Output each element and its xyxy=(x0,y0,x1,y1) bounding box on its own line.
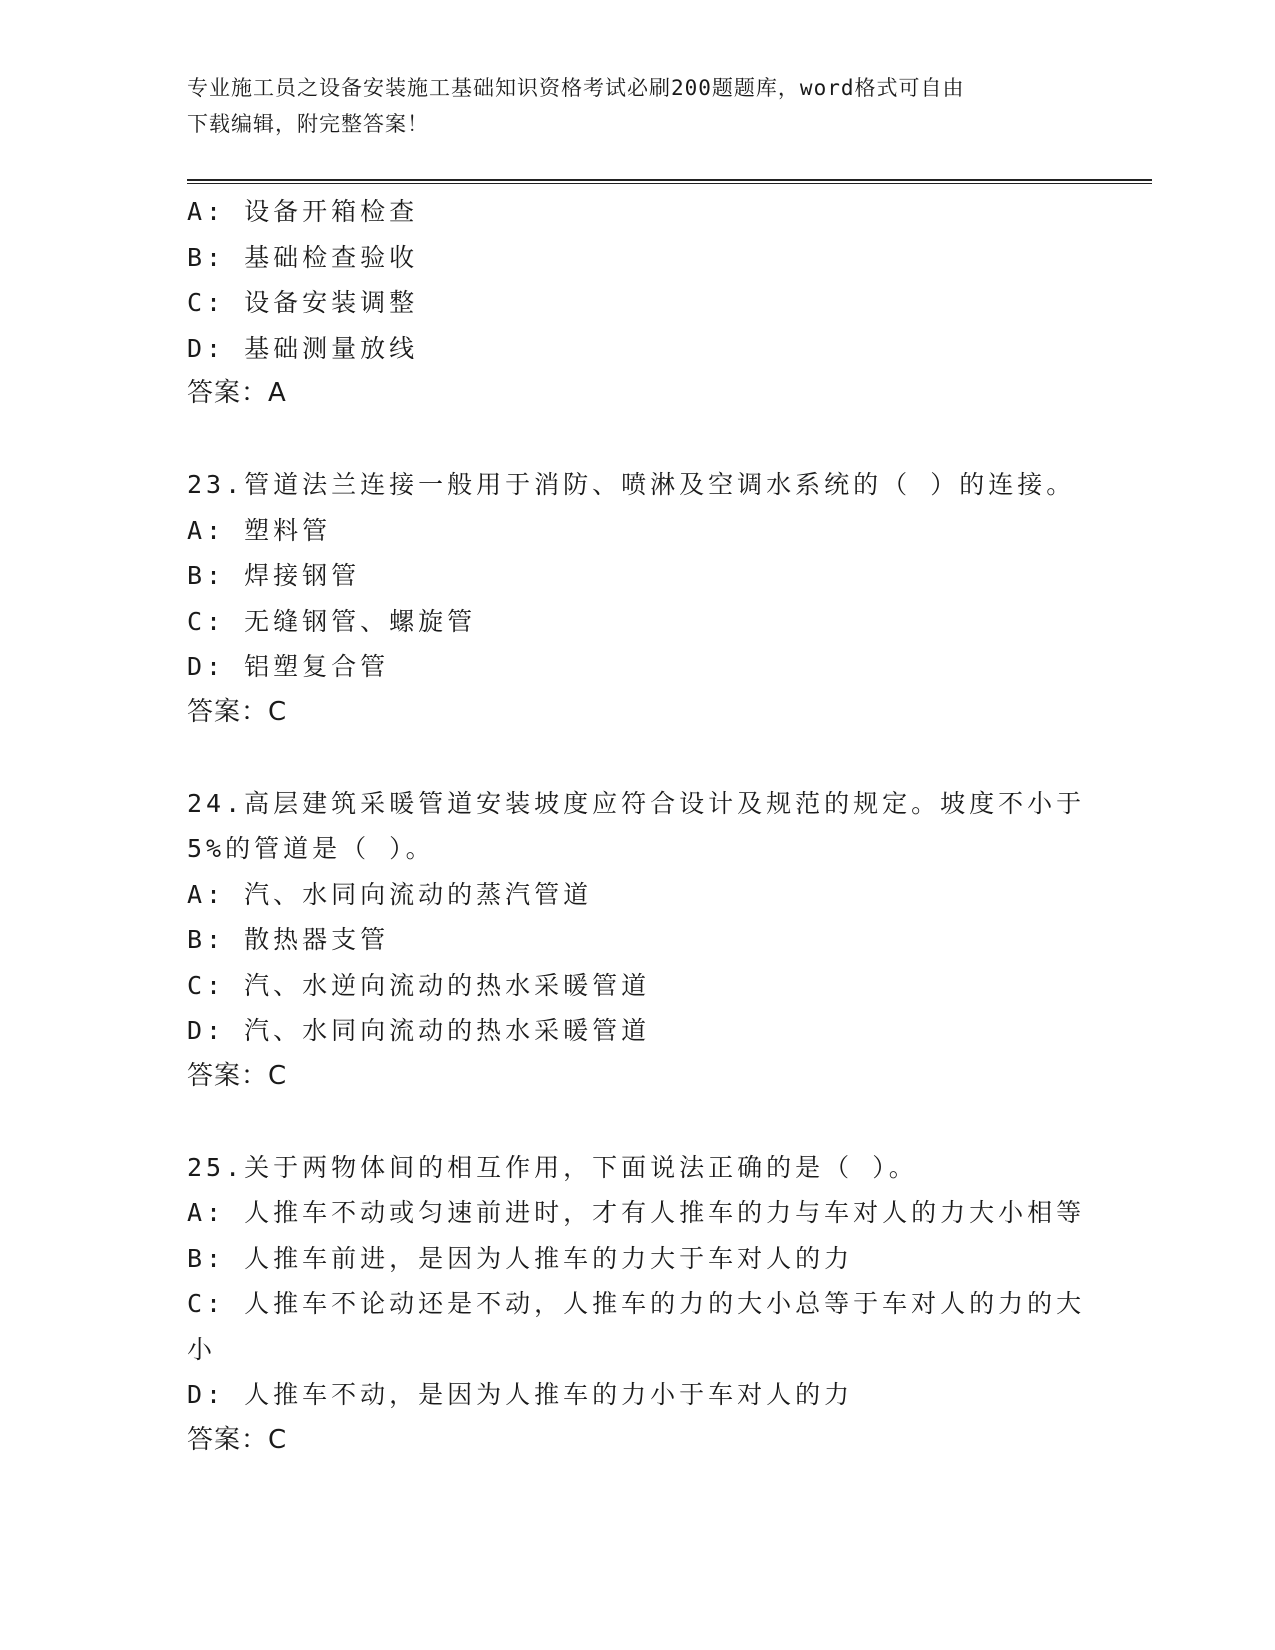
answer-line: 答案：C xyxy=(187,1060,288,1091)
option-c: C: 汽、水逆向流动的热水采暖管道 xyxy=(187,970,651,1000)
option-c: C: 设备安装调整 xyxy=(187,288,419,317)
header-rule-thick xyxy=(187,179,1152,181)
option-c-continued: 小 xyxy=(187,1334,217,1364)
option-a: A: 人推车不动或匀速前进时，才有人推车的力与车对人的力大小相等 xyxy=(187,1198,1086,1227)
answer-line: 答案：C xyxy=(187,1424,288,1455)
spacer xyxy=(187,417,1087,463)
question-text-continued: 5%的管道是（ ）。 xyxy=(187,834,435,863)
question-text: 25.关于两物体间的相互作用，下面说法正确的是（ ）。 xyxy=(187,1152,918,1182)
option-b: B: 焊接钢管 xyxy=(187,561,361,590)
option-b: B: 人推车前进，是因为人推车的力大于车对人的力 xyxy=(187,1243,854,1273)
question-text: 23.管道法兰连接一般用于消防、喷淋及空调水系统的（ ）的连接。 xyxy=(187,470,1076,499)
option-a: A: 汽、水同向流动的蒸汽管道 xyxy=(187,879,593,909)
option-c: C: 人推车不论动还是不动，人推车的力的大小总等于车对人的力的大 xyxy=(187,1289,1086,1318)
question-list xyxy=(187,189,1087,1463)
option-d: D: 汽、水同向流动的热水采暖管道 xyxy=(187,1016,651,1045)
question-text: 24.高层建筑采暖管道安装坡度应符合设计及规范的规定。坡度不小于 xyxy=(187,788,1086,818)
question-block xyxy=(187,781,1087,1100)
question-block xyxy=(187,189,1087,417)
option-d: D: 铝塑复合管 xyxy=(187,652,390,681)
spacer xyxy=(187,1099,1087,1145)
option-c: C: 无缝钢管、螺旋管 xyxy=(187,606,477,636)
option-d: D: 基础测量放线 xyxy=(187,333,419,363)
option-d: D: 人推车不动，是因为人推车的力小于车对人的力 xyxy=(187,1380,854,1409)
option-a: A: 设备开箱检查 xyxy=(187,197,419,226)
question-block xyxy=(187,1145,1087,1464)
answer-line: 答案：A xyxy=(187,378,287,408)
spacer xyxy=(187,735,1087,781)
answer-line: 答案：C xyxy=(187,696,288,727)
option-b: B: 基础检查验收 xyxy=(187,242,419,272)
option-b: B: 散热器支管 xyxy=(187,925,390,954)
option-a: A: 塑料管 xyxy=(187,515,332,545)
document-header xyxy=(187,70,1087,142)
header-line-2: 下载编辑，附完整答案！ xyxy=(187,112,429,136)
header-line-1: 专业施工员之设备安装施工基础知识资格考试必刷200题题库，word格式可自由 xyxy=(187,76,965,100)
question-block xyxy=(187,462,1087,735)
header-rule-thin xyxy=(187,183,1152,184)
